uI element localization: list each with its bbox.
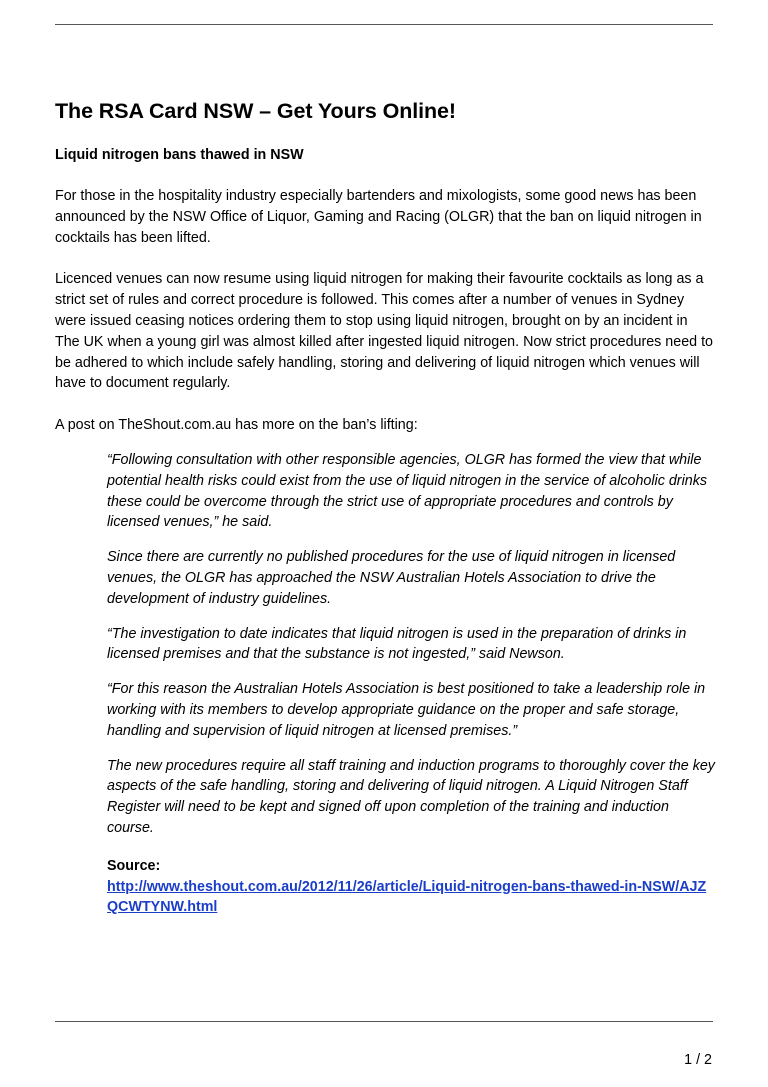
footer-rule <box>55 1021 713 1022</box>
document-title: The RSA Card NSW – Get Yours Online! <box>55 99 456 123</box>
header-rule <box>55 24 713 25</box>
article-headline: Liquid nitrogen bans thawed in NSW <box>55 147 304 163</box>
page-number: 1 / 2 <box>684 1052 712 1068</box>
quote-paragraph: “Following consultation with other responsible agencies, OLGR has formed the view that while potential health risks could exist from the use of liquid nitrogen in the service of alcoholic drinks these could be overcome through the strict use of appropriate procedures and controls by licensed venues,” he said. <box>107 451 707 531</box>
source-link[interactable]: http://www.theshout.com.au/2012/11/26/article/Liquid-nitrogen-bans-thawed-in-NSW/AJZQCWTYNW.html <box>107 878 707 916</box>
quote-paragraph: “For this reason the Australian Hotels Association is best positioned to take a leadership role in working with its members to develop appropriate guidance on the proper and safe storage, handling and supervision of liquid nitrogen at licensed premises.” <box>107 681 706 739</box>
quote-paragraph: “The investigation to date indicates that liquid nitrogen is used in the preparation of drinks in licensed premises and that the substance is not ingested,” said Newson. <box>107 625 687 663</box>
paragraph-venues: Licenced venues can now resume using liquid nitrogen for making their favourite cocktails as long as a strict set of rules and correct procedure is followed. This comes after a number of venues in Sydney were issued ceasing notices ordering them to stop using liquid nitrogen, brought on by an incident in The UK when a young girl was almost killed after ingested liquid nitrogen. Now strict procedures need to be adhered to which include safely handling, storing and delivering of liquid nitrogen which venues will have to document regularly. <box>55 271 713 392</box>
document-body <box>55 96 715 918</box>
quote-paragraph: Since there are currently no published procedures for the use of liquid nitrogen in licensed venues, the OLGR has approached the NSW Australian Hotels Association to drive the development of industry guidelines. <box>107 549 676 607</box>
quoted-excerpt <box>107 450 717 918</box>
quote-paragraph: The new procedures require all staff training and induction programs to thoroughly cover the key aspects of the safe handling, storing and delivering of liquid nitrogen. A Liquid Nitrogen Staff Register will need to be kept and signed off upon completion of the training and induction course. <box>107 757 715 836</box>
paragraph-post-reference: A post on TheShout.com.au has more on the ban’s lifting: <box>55 417 418 434</box>
paragraph-intro: For those in the hospitality industry especially bartenders and mixologists, some good news has been announced by the NSW Office of Liquor, Gaming and Racing (OLGR) that the ban on liquid nitrogen in cocktails has been lifted. <box>55 188 702 246</box>
source-label: Source: <box>107 857 161 874</box>
